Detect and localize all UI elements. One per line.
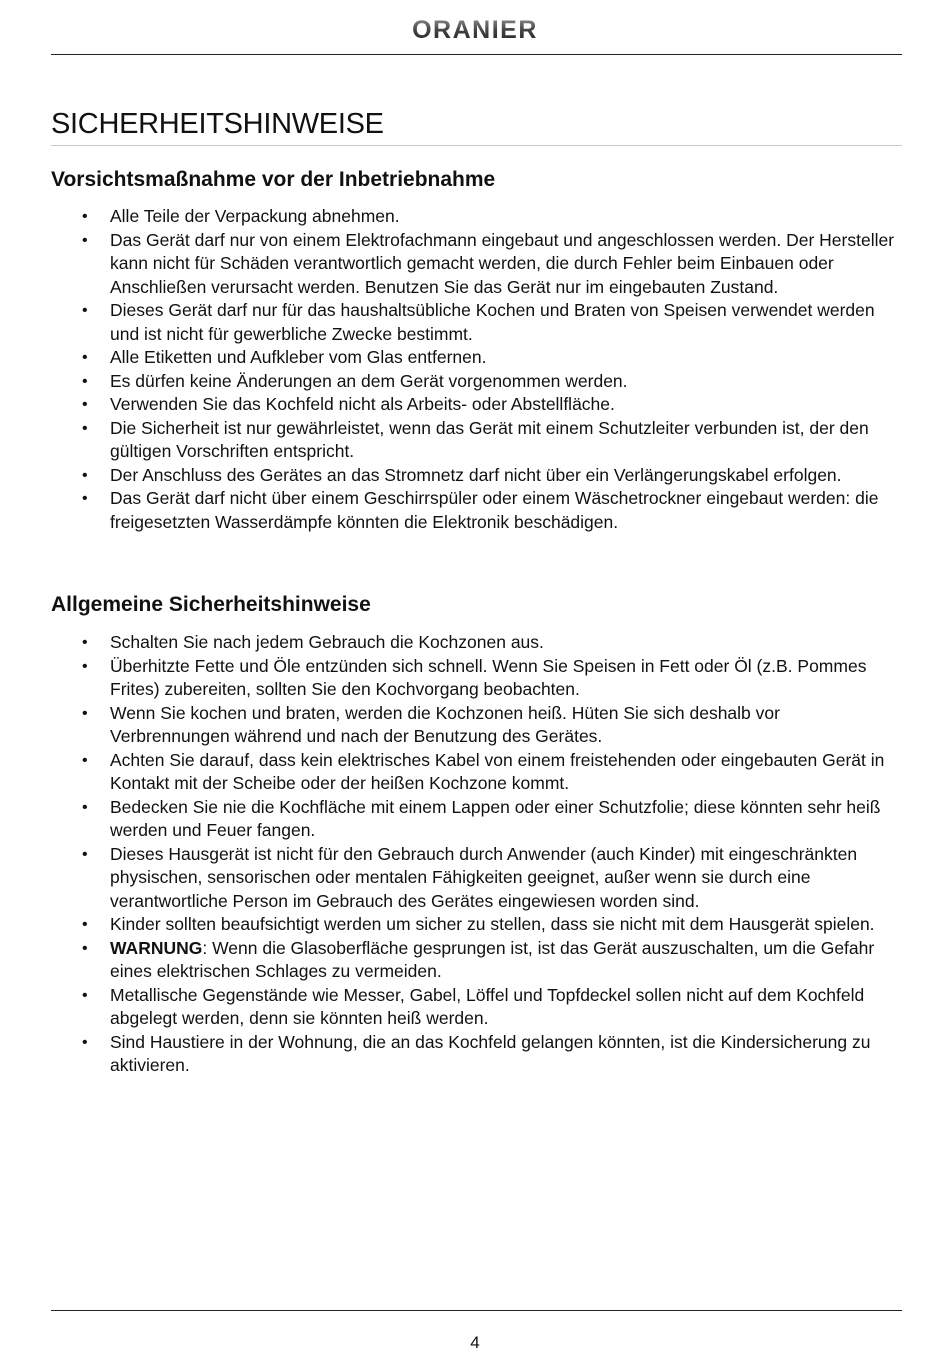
list-item-text: Verwenden Sie das Kochfeld nicht als Arbeits- oder Abstellfläche. xyxy=(110,394,615,414)
list-item-text: Der Anschluss des Gerätes an das Stromnetz darf nicht über ein Verlängerungskabel erfolgen. xyxy=(110,464,842,485)
bullet-icon: • xyxy=(82,939,88,957)
section-heading-general-safety: Allgemeine Sicherheitshinweise xyxy=(51,593,371,616)
list-item-text: Metallische Gegenstände wie Messer, Gabel, Löffel und Topfdeckel sollen nicht auf dem Kochfeld abgelegt werden, denn sie könnten heiß werden. xyxy=(110,984,865,1028)
list-item-text: Das Gerät darf nicht über einem Geschirrspüler oder einem Wäschetrockner eingebaut werden: die freigesetzten Wasserdämpfe könnten die Elektronik beschädigen. xyxy=(110,488,879,532)
list-item-text: Alle Etiketten und Aufkleber vom Glas entfernen. xyxy=(110,347,487,367)
general-safety-list xyxy=(51,631,901,1078)
bullet-icon: • xyxy=(82,798,88,816)
list-item xyxy=(51,393,901,417)
header-divider xyxy=(51,54,902,55)
bullet-icon: • xyxy=(82,986,88,1004)
list-item xyxy=(51,655,901,702)
bullet-icon: • xyxy=(82,372,88,390)
list-item xyxy=(51,913,901,937)
list-item-text: Dieses Gerät darf nur für das haushaltsübliche Kochen und Braten von Speisen verwendet werden und ist nicht für gewerbliche Zwecke bestimmt. xyxy=(110,300,875,344)
bullet-icon: • xyxy=(82,302,88,319)
bullet-icon: • xyxy=(82,231,88,249)
bullet-icon: • xyxy=(82,396,88,413)
bullet-icon: • xyxy=(82,916,88,933)
list-item xyxy=(51,749,901,796)
list-item-text: Dieses Hausgerät ist nicht für den Gebrauch durch Anwender (auch Kinder) mit eingeschränkten physischen, sensorischen oder mentalen Fähigkeiten geeignet, außer wenn sie durch eine verantwortliche Person im Gebrauch des Gerätes eingewiesen worden sind. xyxy=(110,843,858,911)
list-item xyxy=(51,299,901,346)
bullet-icon: • xyxy=(82,751,88,769)
list-item xyxy=(51,487,901,534)
list-item xyxy=(51,370,901,394)
bullet-icon: • xyxy=(82,634,88,651)
bullet-icon: • xyxy=(82,704,88,722)
list-item-text: Sind Haustiere in der Wohnung, die an das Kochfeld gelangen könnten, ist die Kindersicherung zu aktivieren. xyxy=(110,1031,871,1075)
oranier-logo-icon xyxy=(380,14,570,44)
list-item xyxy=(51,631,901,655)
page-number: 4 xyxy=(470,1333,480,1352)
warning-label: WARNUNG xyxy=(110,937,203,958)
bullet-icon: • xyxy=(82,208,88,225)
list-item-text: Achten Sie darauf, dass kein elektrisches Kabel von einem freistehenden oder eingebauten Gerät in Kontakt mit der Scheibe oder der heißen Kochzone kommt. xyxy=(110,749,885,793)
bullet-icon: • xyxy=(82,466,88,484)
list-item xyxy=(51,984,901,1031)
bullet-icon: • xyxy=(82,349,88,366)
list-item-text: Die Sicherheit ist nur gewährleistet, wenn das Gerät mit einem Schutzleiter verbunden ist, der den gültigen Vorschriften entspricht. xyxy=(110,417,869,461)
list-item xyxy=(51,417,901,464)
bullet-icon: • xyxy=(82,490,88,507)
list-item-text: Kinder sollten beaufsichtigt werden um sicher zu stellen, dass sie nicht mit dem Hausgerät spielen. xyxy=(110,914,875,934)
list-item xyxy=(51,346,901,370)
list-item xyxy=(51,796,901,843)
section-heading-precautions: Vorsichtsmaßnahme vor der Inbetriebnahme xyxy=(51,168,496,191)
bullet-icon: • xyxy=(82,419,88,437)
list-item xyxy=(51,464,901,488)
list-item xyxy=(51,843,901,914)
list-item xyxy=(51,937,901,984)
bullet-icon: • xyxy=(82,845,88,863)
list-item xyxy=(51,205,901,229)
list-item-text: Wenn Sie kochen und braten, werden die Kochzonen heiß. Hüten Sie sich deshalb vor Verbrennungen während und nach der Benutzung des Gerätes. xyxy=(110,702,780,746)
page-title: SICHERHEITSHINWEISE xyxy=(51,108,384,140)
list-item-text: Bedecken Sie nie die Kochfläche mit einem Lappen oder einer Schutzfolie; diese könnten sehr heiß werden und Feuer fangen. xyxy=(110,796,881,840)
list-item xyxy=(51,1031,901,1078)
list-item-text: : Wenn die Glasoberfläche gesprungen ist, ist das Gerät auszuschalten, um die Gefahr eines elektrischen Schlages zu vermeiden. xyxy=(110,937,875,981)
list-item xyxy=(51,702,901,749)
brand-name: ORANIER xyxy=(412,16,538,44)
bullet-icon: • xyxy=(82,1033,88,1051)
title-divider xyxy=(51,145,902,146)
list-item xyxy=(51,229,901,300)
list-item-text: Alle Teile der Verpackung abnehmen. xyxy=(110,206,400,226)
list-item-text: Überhitzte Fette und Öle entzünden sich schnell. Wenn Sie Speisen in Fett oder Öl (z.B. Pommes Frites) zubereiten, sollten Sie den Kochvorgang beobachten. xyxy=(110,655,867,699)
bullet-icon: • xyxy=(82,657,88,675)
list-item-text: Es dürfen keine Änderungen an dem Gerät vorgenommen werden. xyxy=(110,370,628,391)
precautions-list xyxy=(51,205,901,534)
list-item-text: Schalten Sie nach jedem Gebrauch die Kochzonen aus. xyxy=(110,632,544,652)
list-item-text: Das Gerät darf nur von einem Elektrofachmann eingebaut und angeschlossen werden. Der Hersteller kann nicht für Schäden verantwortlich gemacht werden, die durch Fehler beim Einbauen oder Anschließen verursacht werden. Benutzen Sie das Gerät nur im eingebauten Zustand. xyxy=(110,229,895,297)
footer-divider xyxy=(51,1310,902,1311)
brand-logo xyxy=(0,14,950,49)
